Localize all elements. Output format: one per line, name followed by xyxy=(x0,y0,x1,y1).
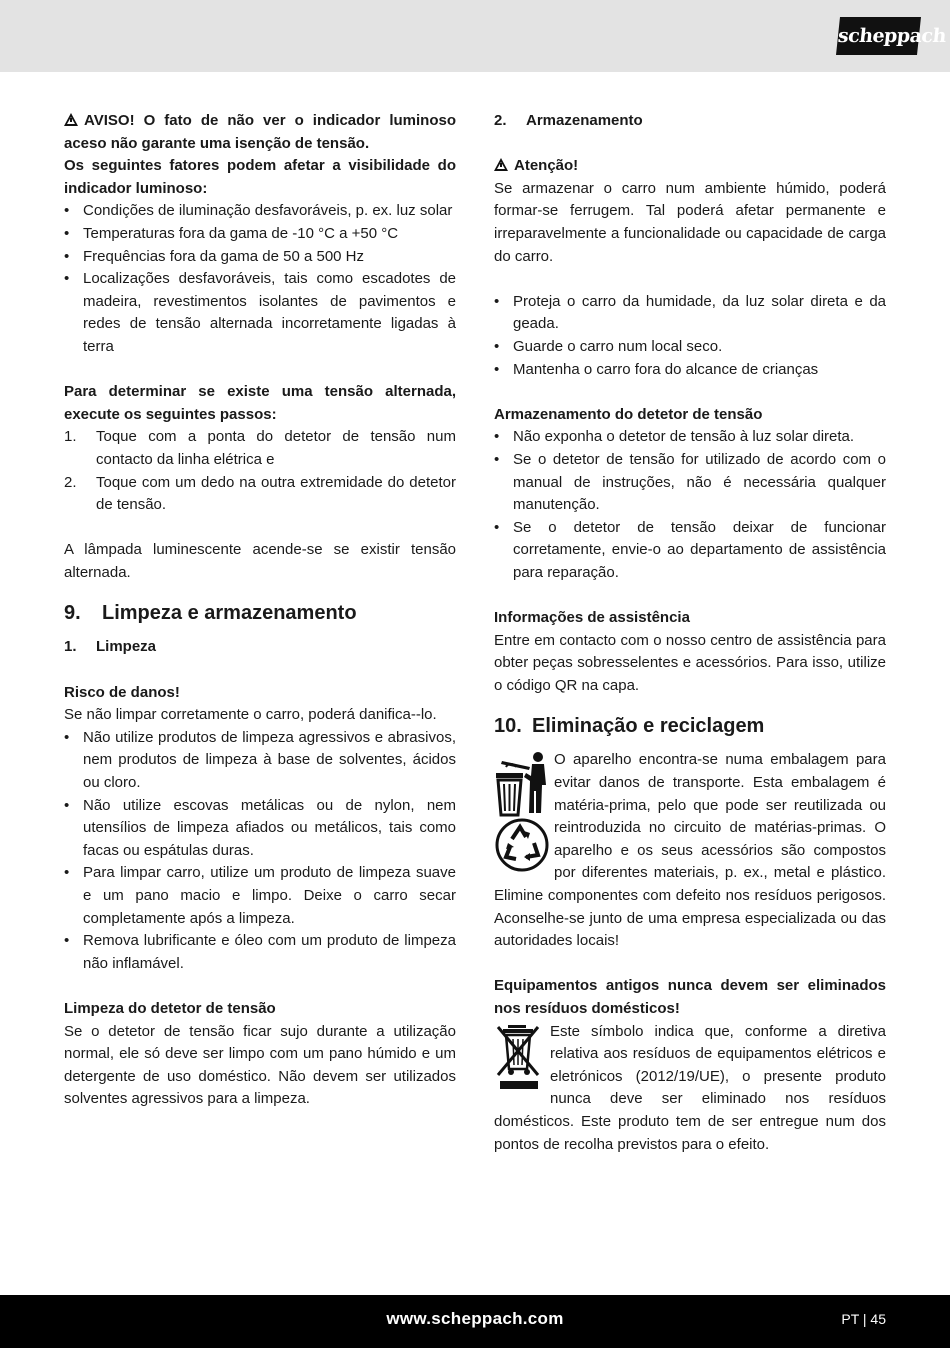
risk-title: Risco de danos! xyxy=(64,683,180,701)
website-link[interactable]: www.scheppach.com xyxy=(386,1309,564,1328)
step-item: 2. Toque com um dedo na outra extremidade do detetor de tensão. xyxy=(64,473,456,514)
detector-clean-title: Limpeza do detetor de tensão xyxy=(64,999,276,1017)
detector-clean-text: Se o detetor de tensão ficar sujo durante a utilização normal, ele só deve ser limpo com um pano húmido e um detergente de uso doméstico. Não devem ser utilizados solventes agressivos para a limpeza. xyxy=(64,1022,456,1108)
step-item: 1. Toque com a ponta do detetor de tensão num contacto da linha elétrica e xyxy=(64,428,456,468)
disposal-text: O aparelho encontra-se numa embalagem para evitar danos de transporte. Esta embalagem é matéria-prima, pelo que pode ser reutilizada ou reintroduzida no circuito de matérias-primas. O aparelho e os seus acessórios são compostos por diferentes materiais, p. ex., metal e plástico. Elimine componentes com defeito nos resíduos perigosos. Aconselhe-se junto de uma empresa especializada ou das autoridades locais! xyxy=(494,751,886,950)
list-item: • Guarde o carro num local seco. xyxy=(494,337,723,355)
list-item: • Frequências fora da gama de 50 a 500 Hz xyxy=(64,247,365,265)
weee-block xyxy=(494,1021,886,1157)
warning-factors-list xyxy=(64,200,456,358)
list-item: • Mantenha o carro fora do alcance de crianças xyxy=(494,360,819,378)
list-item: • Proteja o carro da humidade, da luz solar direta e da geada. xyxy=(494,292,886,333)
warning-title: AVISO! O fato de não ver o indicador luminoso aceso não garante uma isenção de tensão. xyxy=(64,112,456,152)
cleaning-list xyxy=(64,727,456,976)
list-item: • Temperaturas fora da gama de -10 °C a +50 °C xyxy=(64,224,399,242)
attention-text: Se armazenar o carro num ambiente húmido, poderá formar-se ferrugem. Tal poderá afetar permanente e irreparavelmente a funcionalidade ou capacidade de carga do carro. xyxy=(494,179,886,265)
disposal-icons xyxy=(494,749,554,879)
risk-text: Se não limpar corretamente o carro, poderá danifica--lo. xyxy=(64,706,437,724)
left-column xyxy=(64,110,456,1111)
list-item: • Condições de iluminação desfavoráveis, p. ex. luz solar xyxy=(64,202,453,220)
page-number: PT | 45 xyxy=(841,1311,886,1327)
crossed-bin-icon xyxy=(494,1021,546,1091)
storage-list xyxy=(494,291,886,381)
list-item: • Para limpar carro, utilize um produto de limpeza suave e um pano macio e limpo. Deixe o carro secar completamente após a limpeza. xyxy=(64,864,456,927)
list-item: • Se o detetor de tensão deixar de funcionar corretamente, envie-o ao departamento de assistência para reparação. xyxy=(494,518,886,581)
disposal-block xyxy=(494,749,886,952)
subsection-cleaning-heading: 1. Limpeza xyxy=(64,638,157,656)
list-item: • Remova lubrificante e óleo com um produto de limpeza não inflamável. xyxy=(64,932,456,972)
service-text: Entre em contacto com o nosso centro de assistência para obter peças sobresselentes e acessórios. Para isso, utilize o código QR na capa. xyxy=(494,631,886,694)
steps-title: Para determinar se existe uma tensão alternada, execute os seguintes passos: xyxy=(64,383,456,423)
warning-triangle-icon xyxy=(494,158,508,171)
attention-title: Atenção! xyxy=(494,155,886,178)
trash-bin-icon xyxy=(494,751,550,817)
list-item: • Não exponha o detetor de tensão à luz solar direta. xyxy=(494,428,855,446)
detector-storage-title: Armazenamento do detetor de tensão xyxy=(494,405,763,423)
warning-factors: Os seguintes fatores podem afetar a visibilidade do indicador luminoso: xyxy=(64,157,456,197)
list-item: • Não utilize produtos de limpeza agressivos e abrasivos, nem produtos de limpeza à base de solventes, ácidos ou cloro. xyxy=(64,728,456,792)
section-10-heading: 10. Eliminação e reciclagem xyxy=(494,715,765,738)
detector-storage-list xyxy=(494,426,886,584)
warning-triangle-icon xyxy=(64,113,78,126)
footer-bar xyxy=(0,1295,950,1348)
list-item: • Localizações desfavoráveis, tais como escadotes de madeira, revestimentos isolantes de pavimentos e redes de tensão alternada incorretamente ligadas à terra xyxy=(64,270,456,355)
weee-symbol xyxy=(494,1021,550,1091)
weee-text: Este símbolo indica que, conforme a diretiva relativa aos resíduos de equipamentos elétricos e eletrónicos (2012/19/UE), o presente produto nunca deve ser eliminado nos resíduos domésticos. Este produto tem de ser entregue num dos pontos de recolha previstos para o efeito. xyxy=(494,1022,886,1153)
right-column xyxy=(494,110,886,1156)
lamp-text: A lâmpada luminescente acende-se se existir tensão alternada. xyxy=(64,541,456,581)
recycle-icon xyxy=(494,817,550,873)
old-equipment-title: Equipamentos antigos nunca devem ser eliminados nos resíduos domésticos! xyxy=(494,977,886,1017)
list-item: • Se o detetor de tensão for utilizado de acordo com o manual de instruções, não é necessária qualquer manutenção. xyxy=(494,450,886,514)
service-title: Informações de assistência xyxy=(494,609,690,627)
header-bar xyxy=(0,0,950,72)
steps-list xyxy=(64,426,456,516)
list-item: • Não utilize escovas metálicas ou de nylon, nem utensílios de limpeza afiados ou metálicos, tais como facas ou espátulas duras. xyxy=(64,796,456,859)
section-9-heading: 9. Limpeza e armazenamento xyxy=(64,602,357,625)
subsection-storage-heading: 2. Armazenamento xyxy=(494,112,643,129)
brand-logo: scheppach xyxy=(836,17,921,55)
